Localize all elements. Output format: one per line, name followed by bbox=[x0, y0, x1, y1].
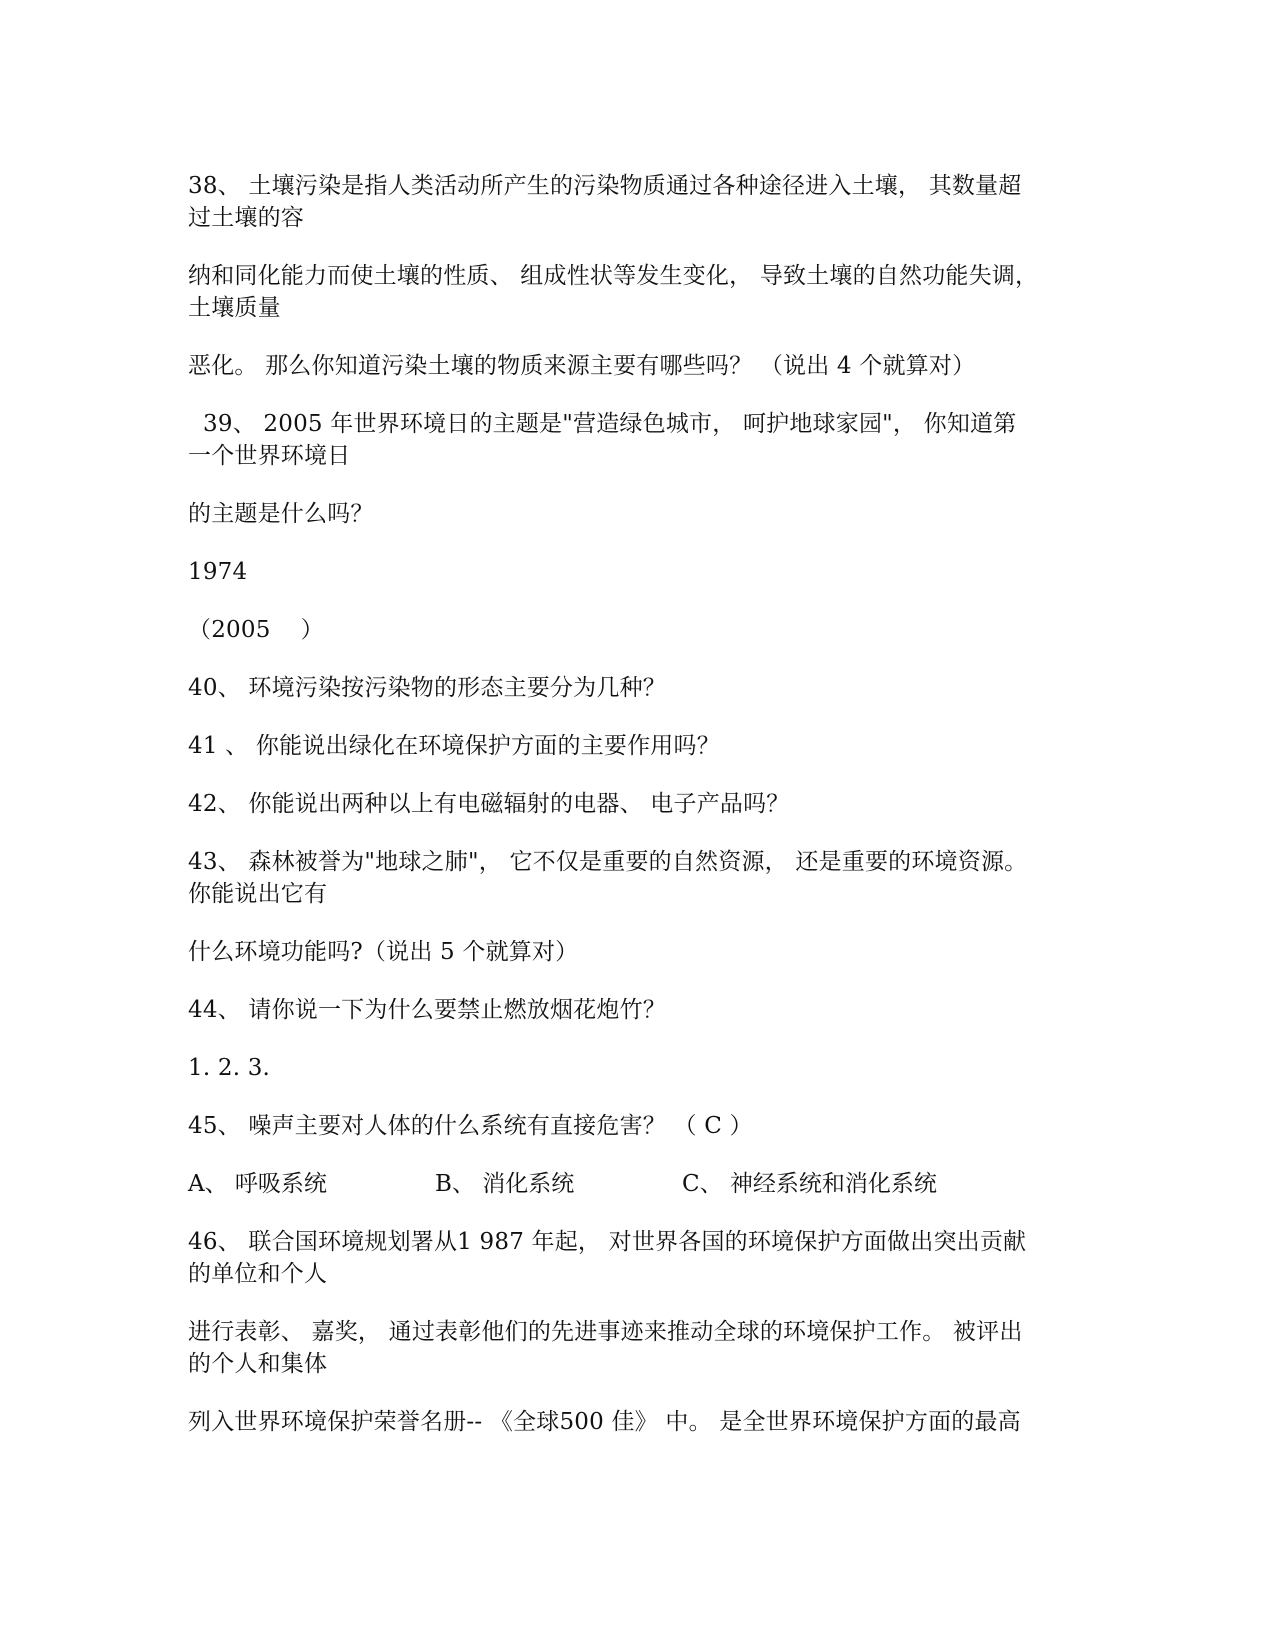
question-list-top bbox=[188, 170, 1118, 1142]
paragraph-q45 bbox=[188, 1110, 1118, 1142]
text-line: 42、 你能说出两种以上有电磁辐射的电器、 电子产品吗？ bbox=[188, 791, 790, 817]
option-c: C、 神经系统和消化系统 bbox=[682, 1171, 937, 1197]
paragraph-q44 bbox=[188, 994, 1118, 1026]
text-line: 38、 土壤污染是指人类活动所产生的污染物质通过各种途径进入土壤， 其数量超 bbox=[188, 173, 1022, 199]
paragraph-list123 bbox=[188, 1052, 1118, 1084]
paragraph-q38b bbox=[188, 260, 1118, 324]
text-line: 40、 环境污染按污染物的形态主要分为几种？ bbox=[188, 675, 666, 701]
paragraph-q41 bbox=[188, 730, 1118, 762]
text-line: 什么环境功能吗?（说出 5 个就算对） bbox=[188, 939, 579, 965]
document-body bbox=[188, 170, 1118, 1464]
paragraph-q39b bbox=[188, 498, 1118, 530]
text-line: 纳和同化能力而使土壤的性质、 组成性状等发生变化， 导致土壤的自然功能失调， bbox=[188, 263, 1039, 289]
text-line: 41 、 你能说出绿化在环境保护方面的主要作用吗？ bbox=[188, 733, 720, 759]
paragraph-q40 bbox=[188, 672, 1118, 704]
text-line: 你能说出它有 bbox=[188, 881, 328, 907]
text-line: 的主题是什么吗？ bbox=[188, 501, 374, 527]
text-line: 44、 请你说一下为什么要禁止燃放烟花炮竹？ bbox=[188, 997, 666, 1023]
paragraph-q42 bbox=[188, 788, 1118, 820]
paragraph-y2005 bbox=[188, 614, 1118, 646]
text-line: （2005 ） bbox=[188, 617, 324, 643]
option-a: A、 呼吸系统 bbox=[188, 1171, 327, 1197]
text-line: 45、 噪声主要对人体的什么系统有直接危害？ （ C ） bbox=[188, 1113, 753, 1139]
paragraph-q38c bbox=[188, 350, 1118, 382]
q45-options bbox=[188, 1168, 1118, 1200]
paragraph-y1974 bbox=[188, 556, 1118, 588]
text-line: 1. 2. 3. bbox=[188, 1055, 271, 1081]
paragraph-q46b bbox=[188, 1316, 1118, 1380]
text-line: 进行表彰、 嘉奖， 通过表彰他们的先进事迹来推动全球的环境保护工作。 被评出 bbox=[188, 1319, 1023, 1345]
text-line: 1974 bbox=[188, 559, 248, 585]
paragraph-q43b bbox=[188, 936, 1118, 968]
text-line: 一个世界环境日 bbox=[188, 443, 351, 469]
text-line: 的个人和集体 bbox=[188, 1351, 328, 1377]
paragraph-q38 bbox=[188, 170, 1118, 234]
paragraph-q43 bbox=[188, 846, 1118, 910]
text-line: 恶化。 那么你知道污染土壤的物质来源主要有哪些吗？ （说出 4 个就算对） bbox=[188, 353, 976, 379]
text-line: 的单位和个人 bbox=[188, 1261, 328, 1287]
paragraph-q39 bbox=[188, 408, 1118, 472]
text-line: 土壤质量 bbox=[188, 295, 281, 321]
text-line: 43、 森林被誉为"地球之肺"， 它不仅是重要的自然资源， 还是重要的环境资源。 bbox=[188, 849, 1028, 875]
paragraph-q46 bbox=[188, 1226, 1118, 1290]
question-list-bottom bbox=[188, 1226, 1118, 1438]
text-line: 过土壤的容 bbox=[188, 205, 304, 231]
text-line: 46、 联合国环境规划署从1 987 年起， 对世界各国的环境保护方面做出突出贡献 bbox=[188, 1229, 1027, 1255]
paragraph-q46c bbox=[188, 1406, 1118, 1438]
text-line: 39、 2005 年世界环境日的主题是"营造绿色城市， 呵护地球家园"， 你知道第 bbox=[188, 411, 1017, 437]
option-b: B、 消化系统 bbox=[435, 1171, 575, 1197]
text-line: 列入世界环境保护荣誉名册-- 《全球500 佳》 中。 是全世界环境保护方面的最高 bbox=[188, 1409, 1021, 1435]
